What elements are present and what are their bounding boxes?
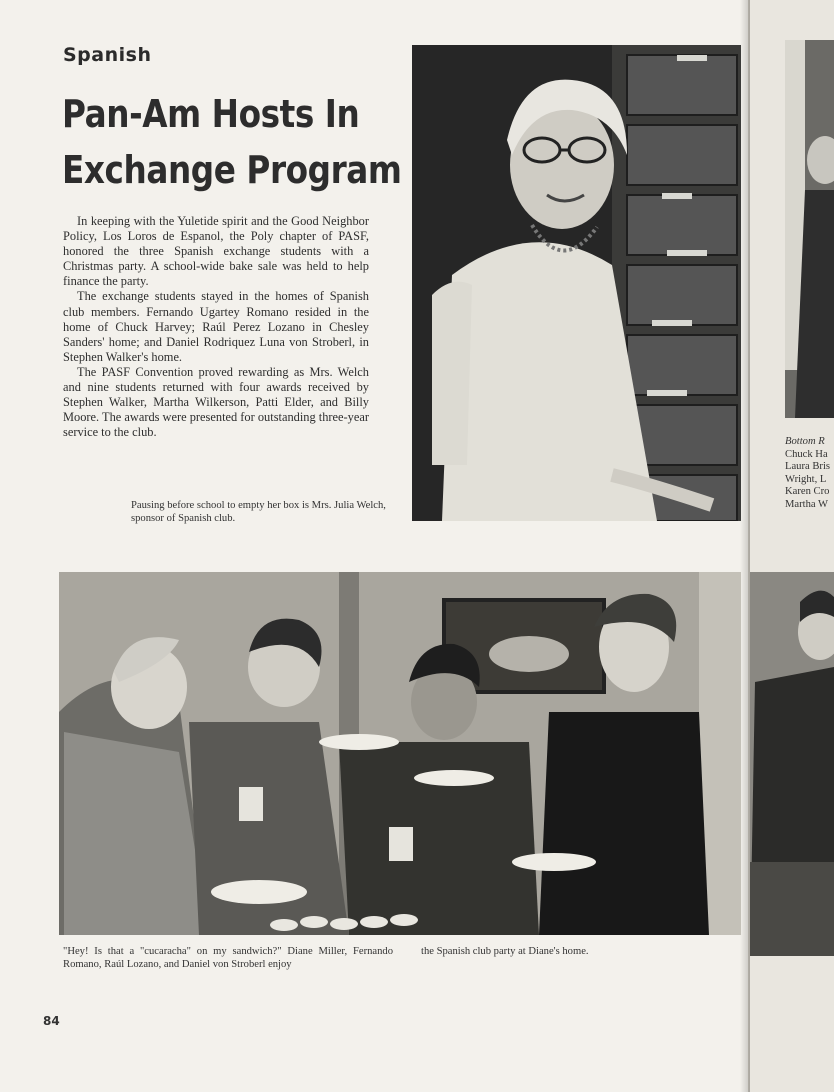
facing-page-caption — [785, 436, 834, 512]
page-number: 84 — [43, 1014, 60, 1028]
caption-line: Karen Cro — [785, 486, 830, 498]
paragraph: In keeping with the Yuletide spirit and the Good Neighbor Policy, Los Loros de Espanol, the Poly chapter of PASF, honored the three Spanish exchange students with a Christmas party. A school-wide bake sale was held to help finance the party. — [63, 214, 369, 289]
caption-lead: Bottom R — [785, 436, 825, 447]
party-caption-right: the Spanish club party at Diane's home. — [421, 946, 589, 957]
portrait-caption: Pausing before school to empty her box is Mrs. Julia Welch, sponsor of Spanish club. — [131, 500, 386, 524]
caption-line: Laura Bris — [785, 461, 831, 473]
facing-page-photo-bottom — [750, 572, 834, 956]
page-gutter — [740, 0, 750, 1092]
party-caption-left: "Hey! Is that a "cucaracha" on my sandwich?" Diane Miller, Fernando Romano, Raúl Lozano, and Daniel von Stroberl enjoy — [63, 946, 393, 970]
facing-page-photo — [785, 40, 834, 418]
caption-line: Wright, L — [785, 473, 827, 485]
page-title — [62, 86, 402, 198]
paragraph: The exchange students stayed in the homes of Spanish club members. Fernando Ugartey Romano resided in the home of Chuck Harvey; Raúl Perez Lozano in Chesley Sanders' home; and Daniel Rodriquez Luna von Stroberl, in Stephen Walker's home. — [63, 289, 369, 364]
headline-line-2: Exchange Program — [62, 148, 402, 192]
caption-line: Chuck Ha — [785, 448, 828, 460]
party-photo — [59, 572, 741, 935]
section-label: Spanish — [63, 44, 152, 66]
headline-line-1: Pan-Am Hosts In — [62, 92, 360, 136]
portrait-photo — [412, 45, 741, 521]
article-body — [63, 214, 369, 440]
caption-line: Martha W — [785, 498, 829, 510]
paragraph: The PASF Convention proved rewarding as Mrs. Welch and nine students returned with four awards received by Stephen Walker, Martha Wilkerson, Patti Elder, and Billy Moore. The awards were presented for outstanding three-year service to the club. — [63, 364, 369, 440]
